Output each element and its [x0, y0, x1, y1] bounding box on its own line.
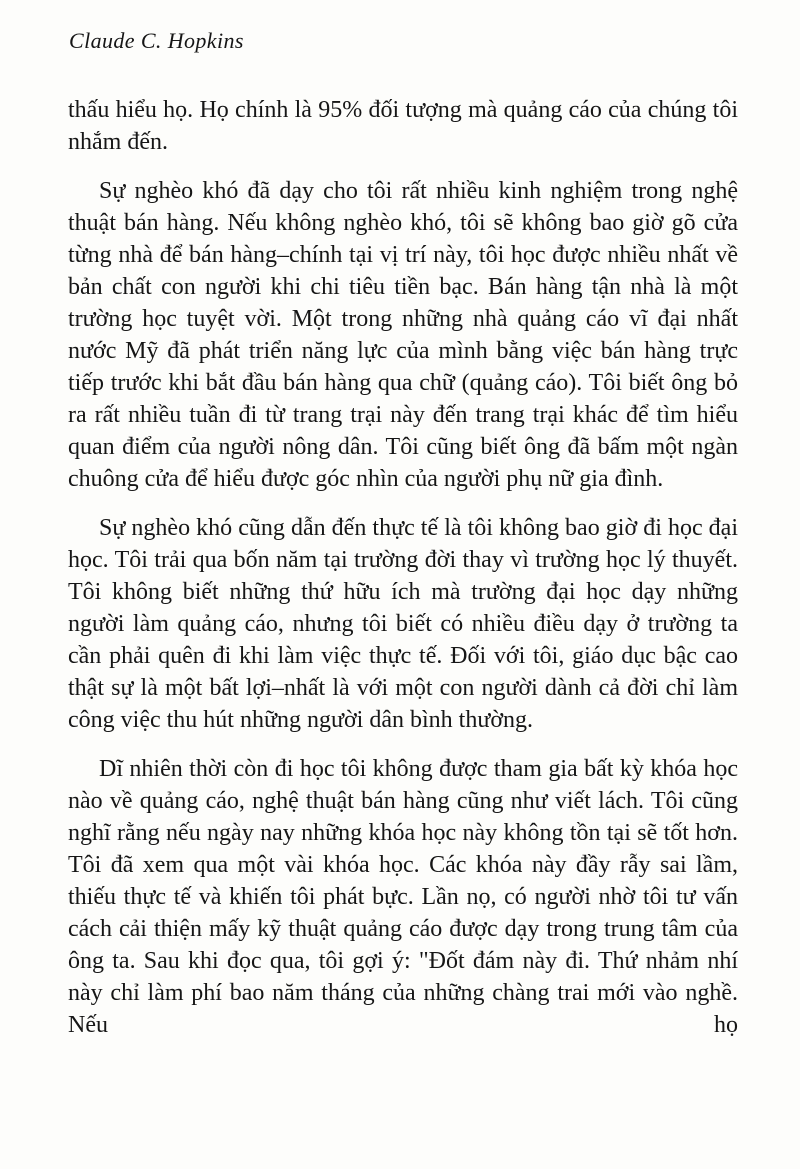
- paragraph-continued-from-previous-page: thấu hiểu họ. Họ chính là 95% đối tượng mà quảng cáo của chúng tôi nhắm đến.: [68, 97, 738, 155]
- paragraph-advertising-courses: Dĩ nhiên thời còn đi học tôi không được tham gia bất kỳ khóa học nào về quảng cáo, nghệ thuật bán hàng cũng như viết lách. Tôi cũng nghĩ rằng nếu ngày nay những khóa học này không tồn tại sẽ tốt hơn. Tôi đã xem qua một vài khóa học. Các khóa này đầy rẫy sai lầm, thiếu thực tế và khiến tôi phát bực. Lần nọ, có người nhờ tôi tư vấn cách cải thiện mấy kỹ thuật quảng cáo được dạy trong trung tâm của ông ta. Sau khi đọc qua, tôi gợi ý: "Đốt đám này đi. Thứ nhảm nhí này chỉ làm phí bao năm tháng của những chàng trai mới vào nghề. Nếu họ: [68, 756, 738, 1038]
- page-text-block: [68, 94, 738, 1058]
- running-header-author: Claude C. Hopkins: [69, 28, 244, 53]
- paragraph-poverty-salesmanship: Sự nghèo khó đã dạy cho tôi rất nhiều kinh nghiệm trong nghệ thuật bán hàng. Nếu không nghèo khó, tôi sẽ không bao giờ gõ cửa từng nhà để bán hàng–chính tại vị trí này, tôi học được nhiều nhất về bản chất con người khi chi tiêu tiền bạc. Bán hàng tận nhà là một trường học tuyệt vời. Một trong những nhà quảng cáo vĩ đại nhất nước Mỹ đã phát triển năng lực của mình bằng việc bán hàng trực tiếp trước khi bắt đầu bán hàng qua chữ (quảng cáo). Tôi biết ông bỏ ra rất nhiều tuần đi từ trang trại này đến trang trại khác để tìm hiểu quan điểm của người nông dân. Tôi cũng biết ông đã bấm một ngàn chuông cửa để hiểu được góc nhìn của người phụ nữ gia đình.: [68, 178, 738, 492]
- paragraph-no-college: Sự nghèo khó cũng dẫn đến thực tế là tôi không bao giờ đi học đại học. Tôi trải qua bốn năm tại trường đời thay vì trường học lý thuyết. Tôi không biết những thứ hữu ích mà trường đại học dạy những người làm quảng cáo, nhưng tôi biết có nhiều điều dạy ở trường ta cần phải quên đi khi làm việc thực tế. Đối với tôi, giáo dục bậc cao thật sự là một bất lợi–nhất là với một con người dành cả đời chỉ làm công việc thu hút những người dân bình thường.: [68, 515, 738, 733]
